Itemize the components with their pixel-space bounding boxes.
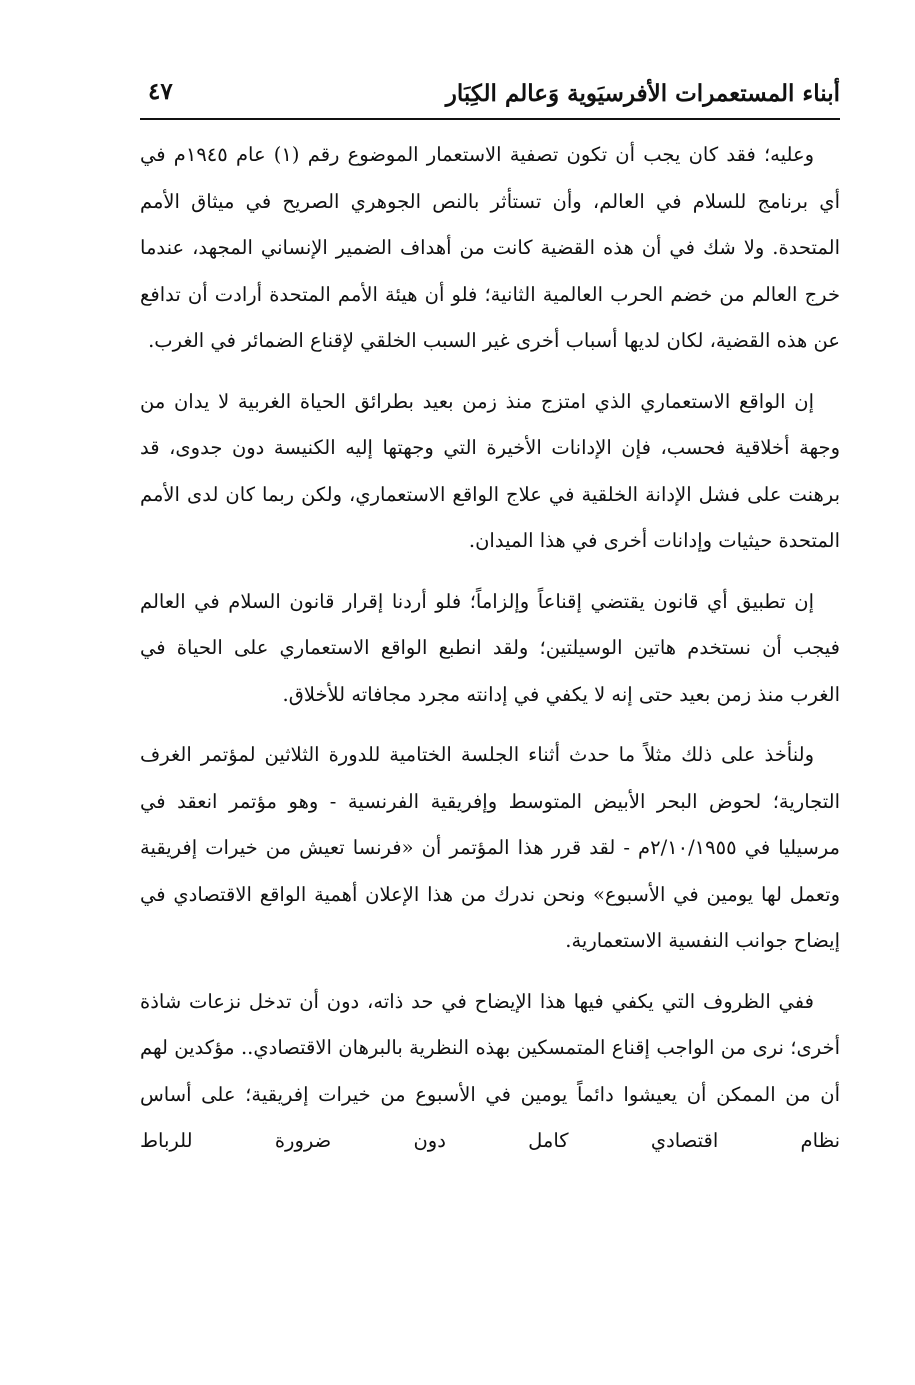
paragraph-2: إن الواقع الاستعماري الذي امتزج منذ زمن بعيد بطرائق الحياة الغربية لا يدان من وجهة أخلاقية فحسب، فإن الإدانات الأخيرة التي وجهتها إليه الكنيسة دون جدوى، قد برهنت على فشل الإدانة الخلقية في علاج الواقع الاستعماري، ولكن ربما كان لدى الأمم المتحدة حيثيات وإدانات أخرى في هذا الميدان. — [140, 389, 840, 552]
page-number: ٤٧ — [148, 78, 173, 105]
paragraph-4: ولنأخذ على ذلك مثلاً ما حدث أثناء الجلسة الختامية للدورة الثلاثين لمؤتمر الغرف التجارية؛ لحوض البحر الأبيض المتوسط وإفريقية الفرنسية - وهو مؤتمر انعقد في مرسيليا في ٢/١٠/١٩٥٥م - لقد قرر هذا المؤتمر أن «فرنسا تعيش من خيرات إفريقية وتعمل لها يومين في الأسبوع» ونحن ندرك من هذا الإعلان أهمية الواقع الاقتصادي في إيضاح جوانب النفسية الاستعمارية. — [140, 743, 840, 952]
paragraph-1: وعليه؛ فقد كان يجب أن تكون تصفية الاستعمار الموضوع رقم (١) عام ١٩٤٥م في أي برنامج للسلام في العالم، وأن تستأثر بالنص الجوهري الصريح في ميثاق الأمم المتحدة. ولا شك في أن هذه القضية كانت من أهداف الضمير الإنساني المجهد، عندما خرج العالم من خضم الحرب العالمية الثانية؛ فلو أن هيئة الأمم المتحدة أرادت أن تدافع عن هذه القضية، لكان لديها أسباب أخرى غير السبب الخلقي لإقناع الضمائر في الغرب. — [140, 143, 840, 352]
body-text — [140, 132, 840, 1165]
running-title: أبناء المستعمرات الأفرسيَوية وَعالم الكِبَار — [445, 80, 840, 107]
paragraph-5: ففي الظروف التي يكفي فيها هذا الإيضاح في حد ذاته، دون أن تدخل نزعات شاذة أخرى؛ نرى من الواجب إقناع المتمسكين بهذه النظرية بالبرهان الاقتصادي.. مؤكدين لهم أن من الممكن أن يعيشوا دائماً يومين في الأسبوع من خيرات إفريقية؛ على أساس نظام اقتصادي كامل دون ضرورة للرباط — [140, 989, 840, 1152]
page-header — [140, 70, 840, 120]
book-page — [140, 70, 840, 1179]
paragraph-3: إن تطبيق أي قانون يقتضي إقناعاً وإلزاماً؛ فلو أردنا إقرار قانون السلام في العالم فيجب أن نستخدم هاتين الوسيلتين؛ ولقد انطبع الواقع الاستعماري على الحياة في الغرب منذ زمن بعيد حتى إنه لا يكفي في إدانته مجرد مجافاته للأخلاق. — [140, 589, 840, 706]
